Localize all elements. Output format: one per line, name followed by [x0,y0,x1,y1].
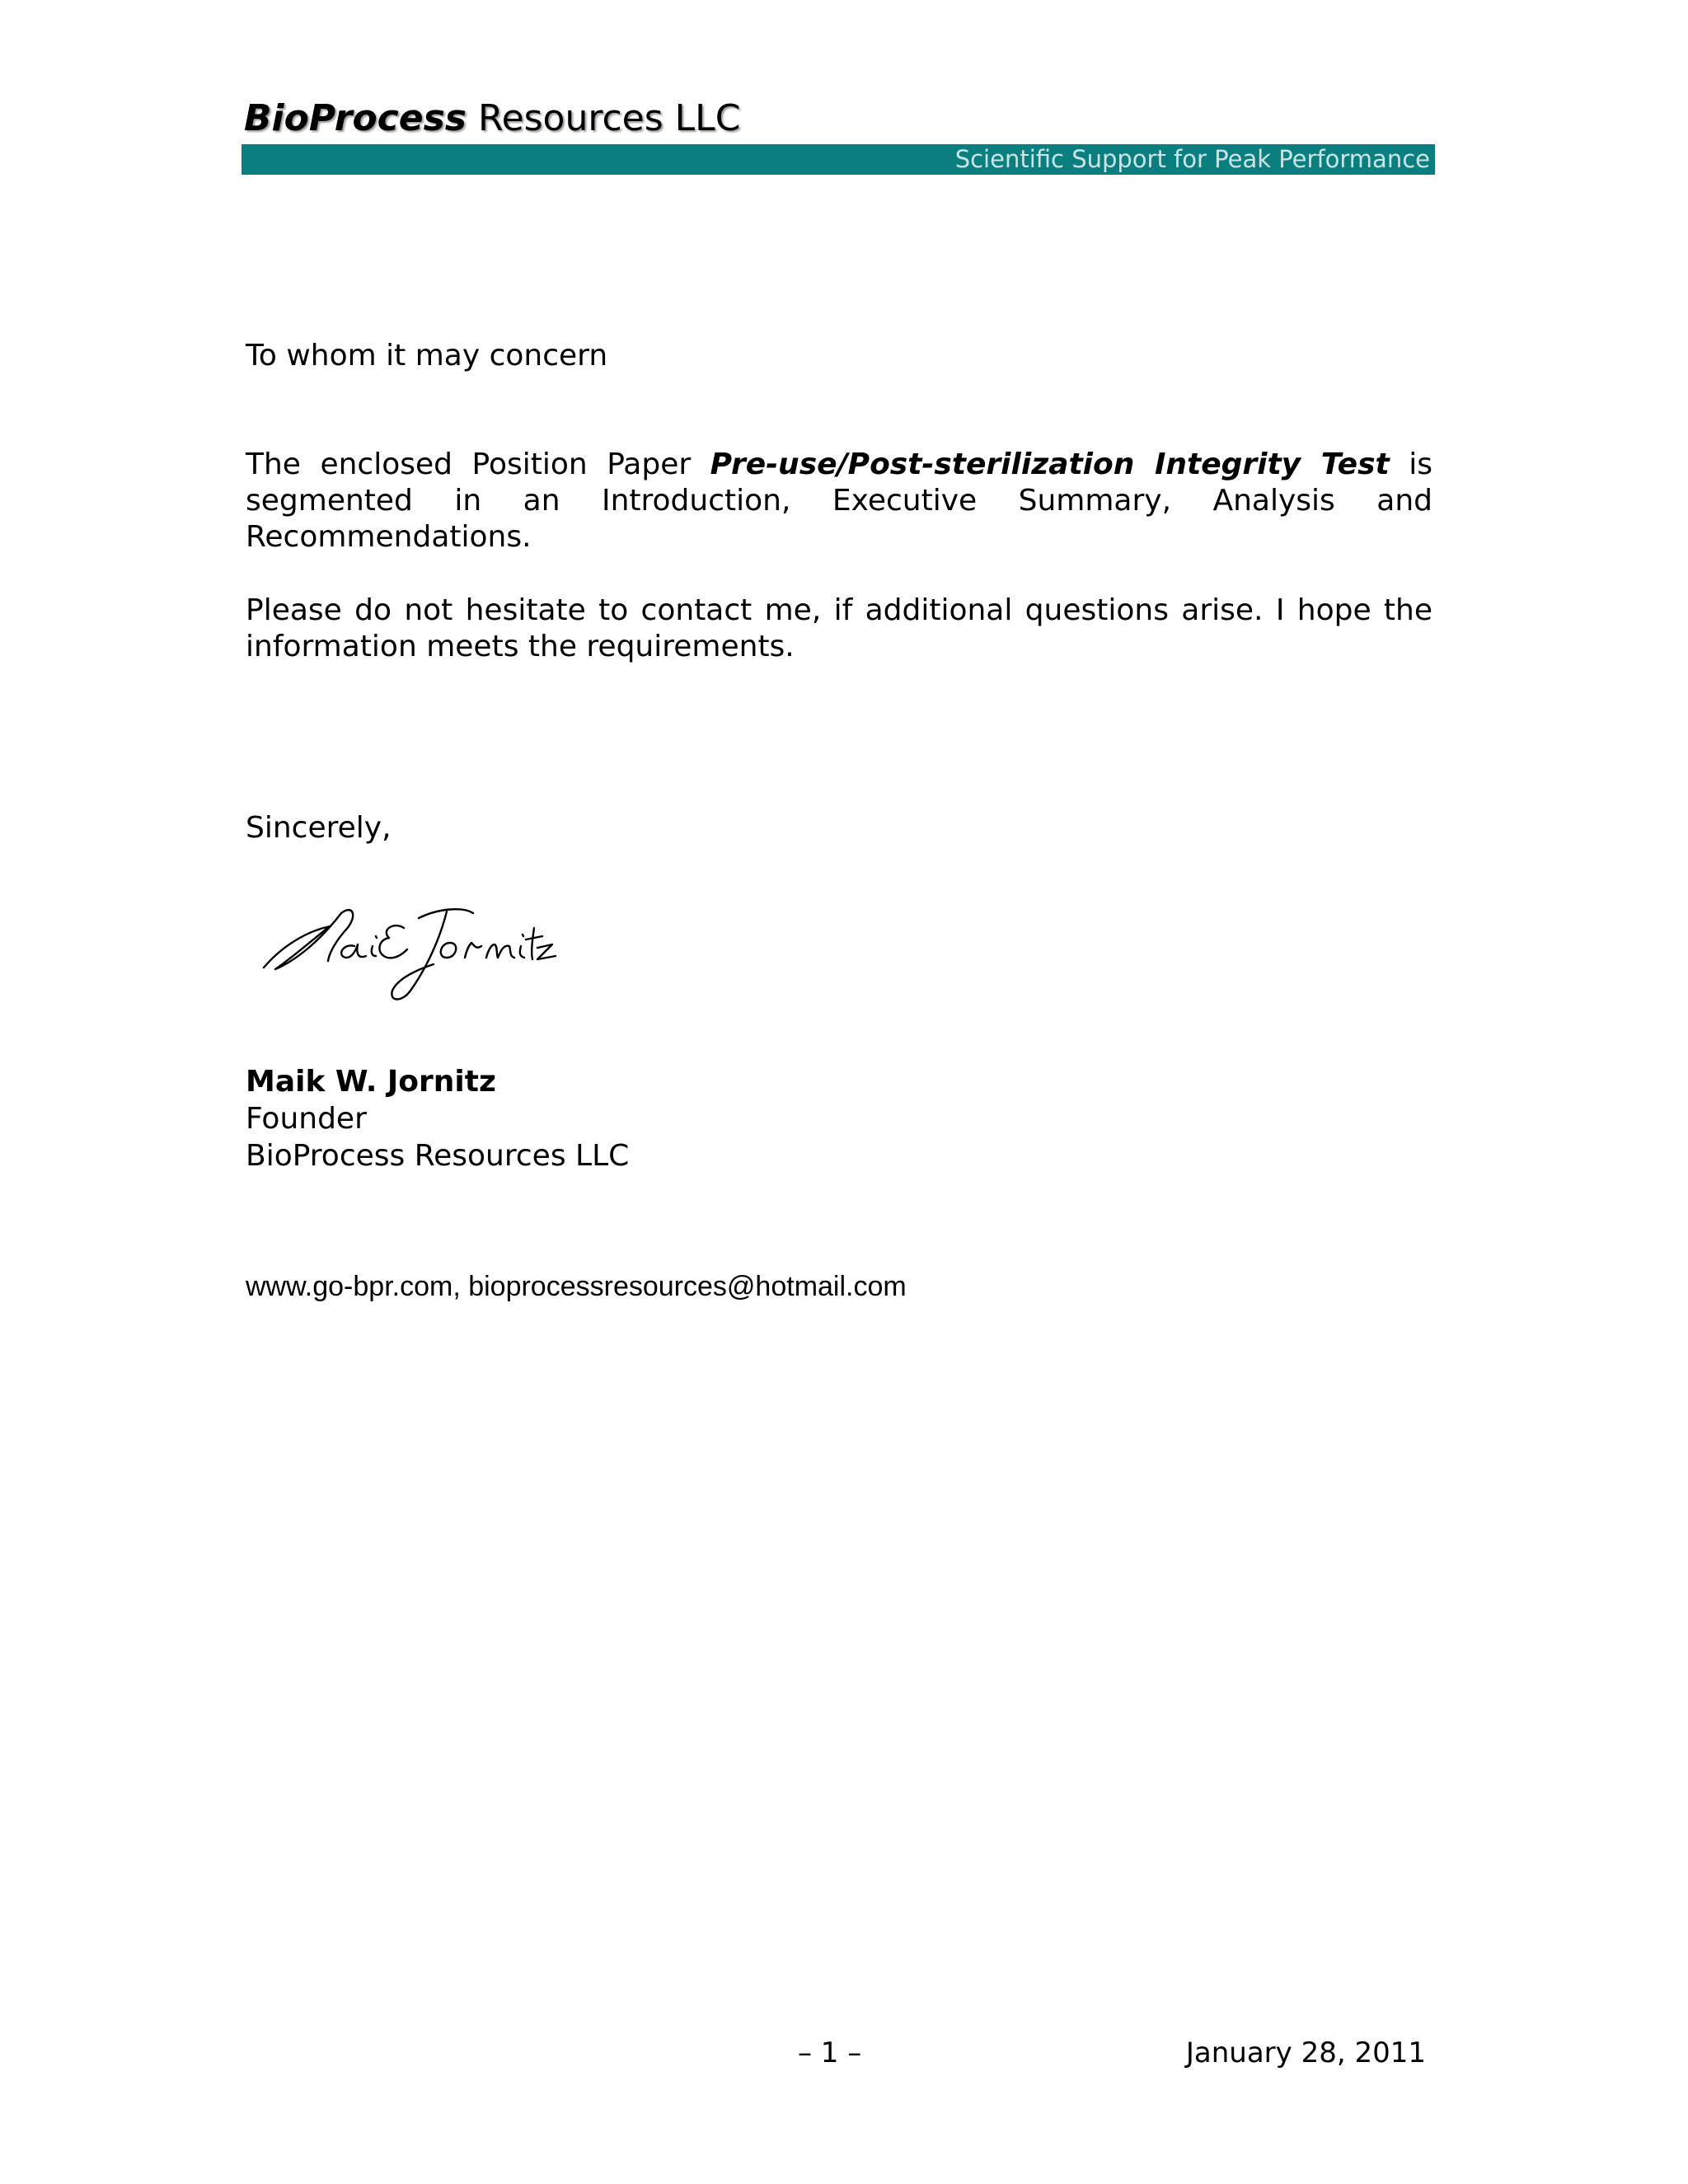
signer-block [246,1063,629,1174]
company-name-bold: BioProcess [244,97,467,139]
signer-company: BioProcess Resources LLC [246,1139,630,1173]
position-paper-title: Pre-use/Post-sterilization Integrity Test [710,448,1390,481]
contact-line: www.go-bpr.com, bioprocessresources@hotmail.com [246,1271,907,1302]
intro-paragraph [246,447,1432,555]
intro-paragraph-start: The enclosed Position Paper [246,448,710,481]
contact-paragraph: Please do not hesitate to contact me, if additional questions arise. I hope the information meets the requirements. [246,593,1432,663]
signer-name: Maik W. Jornitz [246,1065,496,1099]
intro-paragraph-end: is segmented in an Introduction, Executive Summary, Analysis and Recommendations. [246,448,1433,554]
signature-image [257,888,562,1020]
letterhead-bar [241,144,1435,175]
company-name-rest: Resources LLC [466,97,741,139]
company-name [244,96,740,142]
signer-role: Founder [246,1102,367,1136]
page-number: – 1 – [798,2036,862,2069]
closing: Sincerely, [246,811,392,845]
tagline: Scientific Support for Peak Performance [954,145,1430,173]
salutation: To whom it may concern [246,339,608,373]
footer-date: January 28, 2011 [1185,2036,1426,2069]
